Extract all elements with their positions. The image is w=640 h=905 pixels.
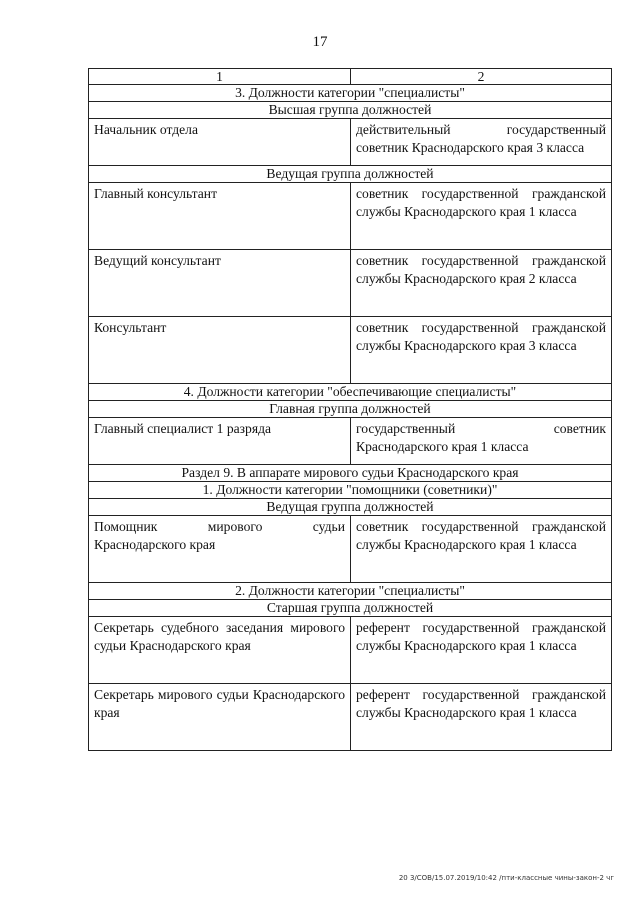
position-row (89, 317, 612, 384)
group-heading-row (89, 102, 612, 119)
position-title: Секретарь судебного заседания мирового судьи Краснодарского края (89, 617, 351, 684)
category-heading-row (89, 85, 612, 102)
position-row (89, 617, 612, 684)
class-rank: действительный государственный советник Краснодарского края 3 класса (351, 119, 612, 166)
group-heading: Старшая группа должностей (89, 600, 612, 617)
position-row (89, 183, 612, 250)
page-number: 17 (312, 34, 328, 50)
group-heading: Ведущая группа должностей (89, 499, 612, 516)
group-heading: Главная группа должностей (89, 401, 612, 418)
table-header-row (89, 69, 612, 85)
category-heading-row (89, 465, 612, 482)
class-rank: референт государственной гражданской службы Краснодарского края 1 класса (351, 617, 612, 684)
category-heading: 4. Должности категории "обеспечивающие специалисты" (89, 384, 612, 401)
header-col-1: 1 (89, 69, 351, 85)
group-heading-row (89, 600, 612, 617)
position-row (89, 418, 612, 465)
category-heading: 3. Должности категории "специалисты" (89, 85, 612, 102)
class-rank: советник государственной гражданской службы Краснодарского края 3 класса (351, 317, 612, 384)
class-rank: советник государственной гражданской службы Краснодарского края 1 класса (351, 183, 612, 250)
class-rank: советник государственной гражданской службы Краснодарского края 1 класса (351, 516, 612, 583)
category-heading-row (89, 482, 612, 499)
group-heading-row (89, 166, 612, 183)
category-heading: 2. Должности категории "специалисты" (89, 583, 612, 600)
position-row (89, 516, 612, 583)
position-title: Ведущий консультант (89, 250, 351, 317)
position-title: Помощник мирового судьи Краснодарского края (89, 516, 351, 583)
position-row (89, 250, 612, 317)
header-col-2: 2 (351, 69, 612, 85)
position-row (89, 684, 612, 751)
category-heading: 1. Должности категории "помощники (советники)" (89, 482, 612, 499)
position-title: Начальник отдела (89, 119, 351, 166)
class-rank: советник государственной гражданской службы Краснодарского края 2 класса (351, 250, 612, 317)
footer-stamp: 20 3/СОВ/15.07.2019/10:42 /пти-классные чины-закон-2 чг (398, 874, 614, 882)
group-heading-row (89, 499, 612, 516)
category-heading: Раздел 9. В аппарате мирового судьи Краснодарского края (89, 465, 612, 482)
position-title: Главный консультант (89, 183, 351, 250)
class-rank: государственный советник Краснодарского края 1 класса (351, 418, 612, 465)
class-rank: референт государственной гражданской службы Краснодарского края 1 класса (351, 684, 612, 751)
category-heading-row (89, 384, 612, 401)
position-title: Главный специалист 1 разряда (89, 418, 351, 465)
position-title: Консультант (89, 317, 351, 384)
group-heading: Ведущая группа должностей (89, 166, 612, 183)
group-heading: Высшая группа должностей (89, 102, 612, 119)
category-heading-row (89, 583, 612, 600)
group-heading-row (89, 401, 612, 418)
position-row (89, 119, 612, 166)
positions-table (88, 68, 612, 751)
position-title: Секретарь мирового судьи Краснодарского края (89, 684, 351, 751)
